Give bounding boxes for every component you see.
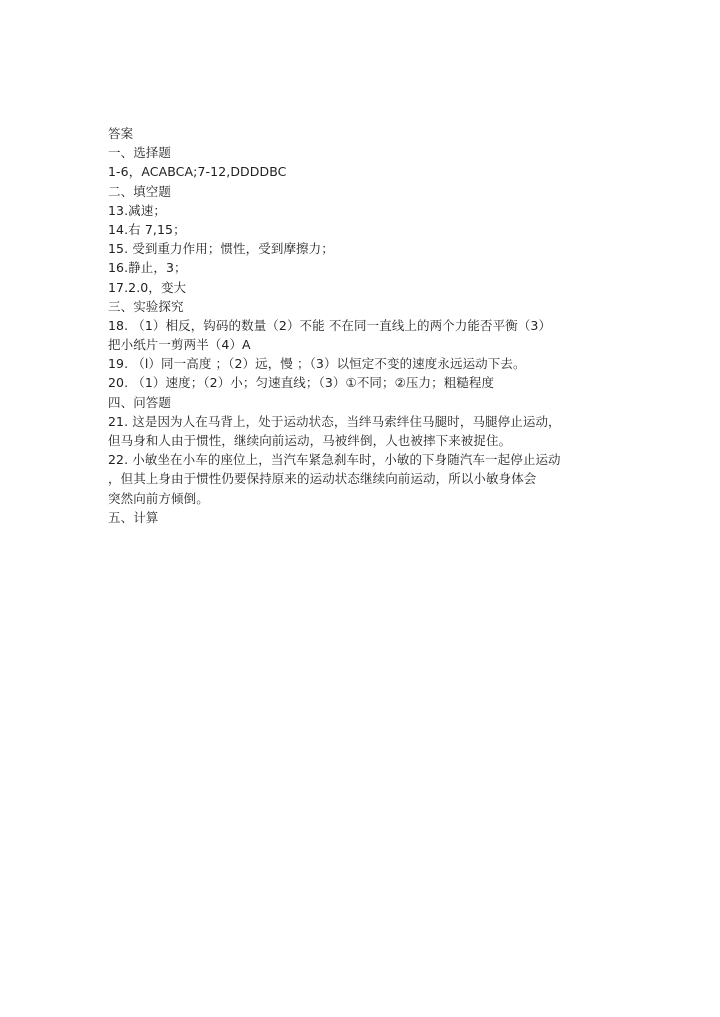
answer-line-14: 14.右 7,15；: [108, 221, 186, 237]
answer-line-1-12: 1-6，ACABCA;7-12,DDDDBC: [108, 164, 287, 180]
section-heading-calculation: 五、计算: [108, 509, 159, 525]
answer-line-16: 16.静止，3；: [108, 260, 187, 276]
answer-line-13: 13.减速；: [108, 202, 166, 218]
section-heading-fill-in: 二、填空题: [108, 183, 172, 199]
section-heading-experiment: 三、实验探究: [108, 298, 184, 314]
answer-line-18b: 把小纸片一剪两半（4）A: [108, 337, 251, 353]
answer-line-22b: ，但其上身由于惯性仍要保持原来的运动状态继续向前运动，所以小敏身体会: [108, 471, 537, 487]
answer-line-22c: 突然向前方倾倒。: [108, 490, 209, 506]
answer-line-15: 15. 受到重力作用；惯性，受到摩擦力；: [108, 241, 334, 257]
title-answers: 答案: [108, 126, 134, 141]
answer-line-18a: 18. （1）相反，钩码的数量（2）不能 不在同一直线上的两个力能否平衡（3）: [108, 317, 552, 333]
answer-line-21a: 21. 这是因为人在马背上，处于运动状态，当绊马索绊住马腿时，马腿停止运动，: [108, 413, 561, 429]
answer-line-20: 20. （1）速度；（2）小；匀速直线；（3）①不同；②压力；粗糙程度: [108, 375, 495, 391]
section-heading-qa: 四、问答题: [108, 394, 172, 410]
answer-key-content: [108, 124, 628, 527]
answer-line-17: 17.2.0，变大: [108, 279, 187, 295]
answer-line-21b: 但马身和人由于惯性，继续向前运动，马被绊倒，人也被摔下来被捉住。: [108, 433, 512, 448]
answer-line-22a: 22. 小敏坐在小车的座位上，当汽车紧急刹车时，小敏的下身随汽车一起停止运动: [108, 452, 561, 468]
section-heading-multiple-choice: 一、选择题: [108, 145, 172, 161]
answer-line-19: 19. （l）同一高度 ；（2）远，慢 ；（3）以恒定不变的速度永远运动下去。: [108, 356, 526, 372]
